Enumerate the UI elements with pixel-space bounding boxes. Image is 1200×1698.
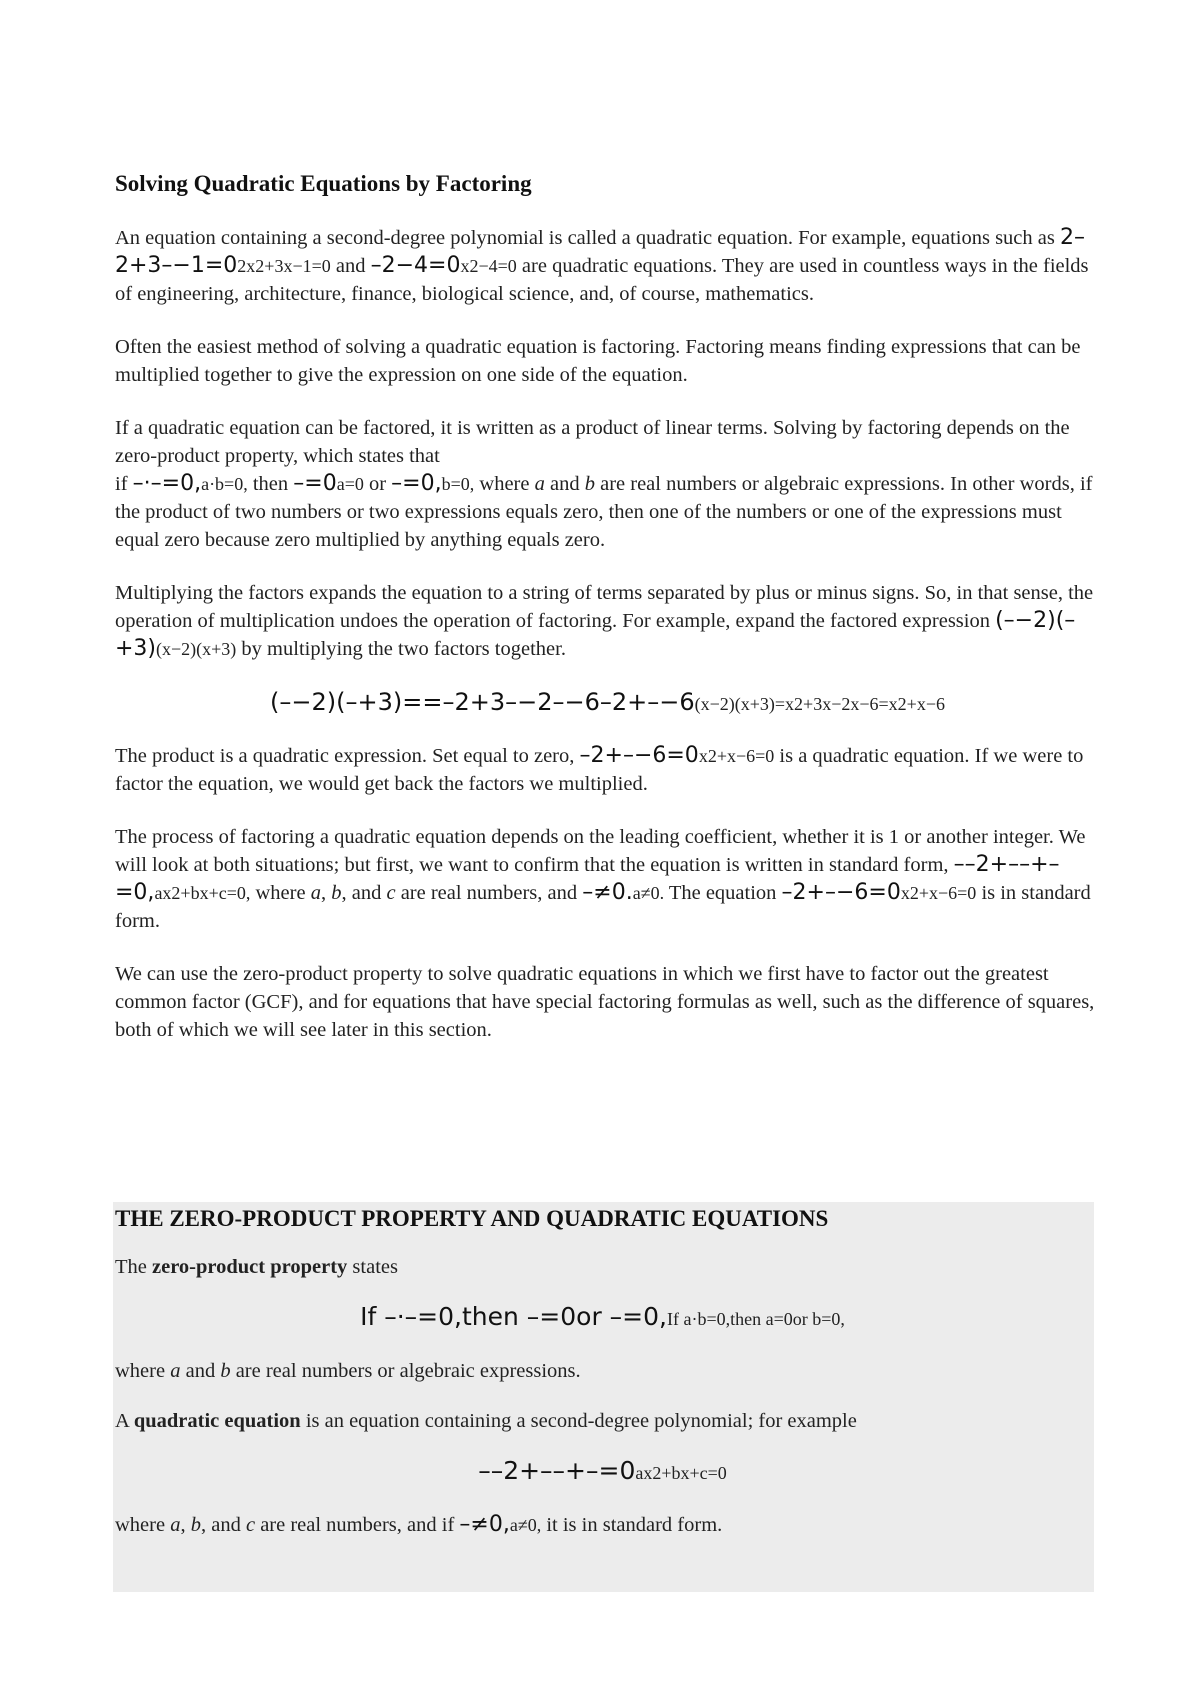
math-rendered: –2+–−6=0 — [781, 880, 901, 905]
box-line-quadratic: A quadratic equation is an equation containing a second-degree polynomial; for example — [115, 1410, 857, 1432]
display-zero-product — [115, 1303, 1090, 1333]
math-rendered: –=0 — [293, 471, 337, 496]
math-fallback: a·b=0, — [201, 474, 248, 494]
document-body — [115, 170, 1100, 1069]
paragraph-intro: An equation containing a second-degree polynomial is called a quadratic equation. For example, equations such as 2–2+3–−1=02x2+3x−1=0 and –2−4=0x2−4=0 are quadratic equations. They are used in countless ways in the fields of engineering, architecture, finance, biological science, and, of course, mathematics. — [115, 225, 1089, 305]
math-fallback: x2+x−6=0 — [900, 883, 977, 903]
box-heading: THE ZERO-PRODUCT PROPERTY AND QUADRATIC EQUATIONS — [115, 1206, 829, 1231]
math-rendered: –·–=0, — [132, 471, 202, 496]
math-fallback: ax2+bx+c=0, — [154, 883, 251, 903]
definition-box-content — [115, 1205, 1090, 1561]
box-line-standard: where a, b, and c are real numbers, and if –≠0,a≠0, it is in standard form. — [115, 1512, 723, 1537]
math-fallback: (x−2)(x+3)=x2+3x−2x−6=x2+x−6 — [694, 694, 945, 714]
math-rendered: –≠0. — [582, 880, 633, 905]
math-rendered: (–−2)(–+3) — [115, 608, 1076, 661]
paragraph-zero-product: If a quadratic equation can be factored, it is written as a product of linear terms. Solving by factoring depends on the zero-product property, which states that if –·–=0,a·b=0, then –=0a=0 or –=0,b=0, where a and b are real numbers or algebraic expressions. In other words, if the product of two numbers or two expressions equals zero, then one of the numbers or one of the expressions must equal zero because zero multiplied by anything equals zero. — [115, 417, 1093, 551]
display-standard-form — [115, 1457, 1090, 1487]
display-equation-expansion — [115, 688, 1100, 718]
math-fallback: ax2+bx+c=0 — [635, 1463, 727, 1483]
math-rendered: If –·–=0,then –=0or –=0, — [360, 1302, 667, 1331]
paragraph-gcf: We can use the zero-product property to solve quadratic equations in which we first have to factor out the greatest common factor (GCF), and for equations that have special factoring formulas as well, such as the difference of squares, both of which we will see later in this section. — [115, 963, 1095, 1041]
math-rendered: –≠0, — [459, 1512, 510, 1537]
math-fallback: If a·b=0,then a=0or b=0, — [666, 1309, 845, 1329]
paragraph-standard-form: The process of factoring a quadratic equation depends on the leading coefficient, whether it is 1 or another integer. We will look at both situations; but first, we want to confirm that the equation is written in standard form, ––2+––+–=0,ax2+bx+c=0, where a, b, and c are real numbers, and –≠0.a≠0. The equation –2+–−6=0x2+x−6=0 is in standard form. — [115, 826, 1091, 932]
math-fallback: b=0, — [441, 474, 475, 494]
paragraph-product: The product is a quadratic expression. Set equal to zero, –2+–−6=0x2+x−6=0 is a quadratic equation. If we were to factor the equation, we would get back the factors we multiplied. — [115, 743, 1084, 795]
math-fallback: a≠0. — [632, 883, 665, 903]
math-rendered: (–−2)(–+3)==–2+3–−2–−6–2+–−6 — [270, 688, 695, 716]
math-rendered: ––2+––+–=0, — [115, 852, 1060, 905]
math-fallback: x2+x−6=0 — [698, 746, 775, 766]
math-fallback: 2x2+3x−1=0 — [237, 256, 331, 276]
math-rendered: ––2+––+–=0 — [478, 1456, 636, 1485]
math-rendered: –2+–−6=0 — [579, 743, 699, 768]
math-fallback: (x−2)(x+3) — [156, 639, 237, 659]
box-line-zero-product: The zero-product property states — [115, 1256, 398, 1278]
paragraph-multiplying: Multiplying the factors expands the equation to a string of terms separated by plus or minus signs. So, in that sense, the operation of multiplication undoes the operation of factoring. For example, expand the factored expression (–−2)(–+3)(x−2)(x+3) by multiplying the two factors together. — [115, 582, 1094, 661]
math-fallback: x2−4=0 — [460, 256, 517, 276]
math-fallback: a≠0, — [509, 1515, 542, 1535]
math-fallback: a=0 — [336, 474, 364, 494]
box-line-where: where a and b are real numbers or algebraic expressions. — [115, 1360, 581, 1382]
math-rendered: 2–2+3–−1=0 — [115, 225, 1085, 278]
math-rendered: –=0, — [391, 471, 442, 496]
page-title: Solving Quadratic Equations by Factoring — [115, 171, 532, 196]
math-rendered: –2−4=0 — [370, 253, 461, 278]
paragraph-factoring: Often the easiest method of solving a quadratic equation is factoring. Factoring means finding expressions that can be multiplied together to give the expression on one side of the equation. — [115, 336, 1081, 386]
